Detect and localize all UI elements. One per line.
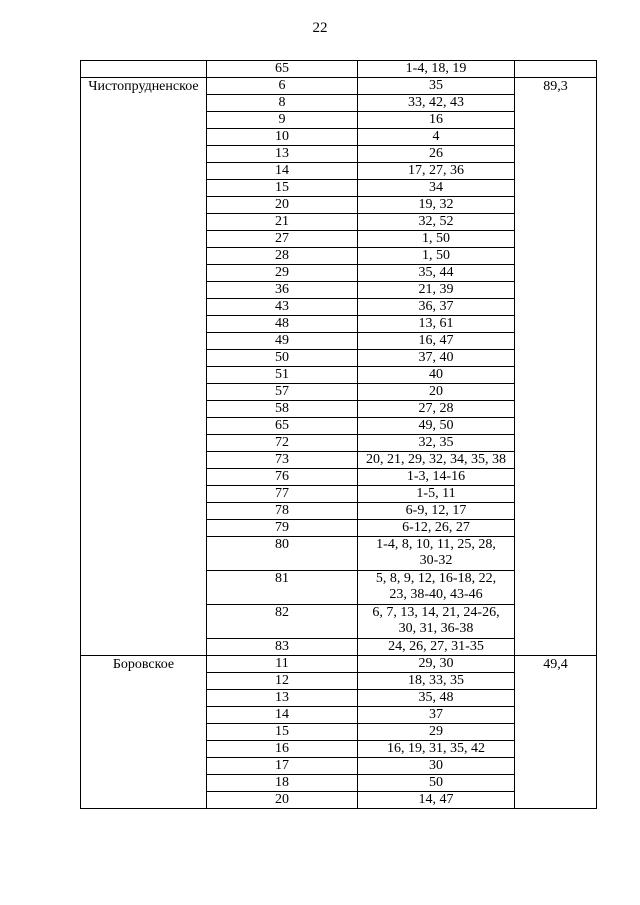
- plots-cell: [358, 146, 515, 163]
- area-cell: [515, 61, 597, 78]
- plots-cell: [358, 333, 515, 350]
- settlement-cell: Чистопрудненское: [81, 78, 207, 656]
- plots-cell: [358, 605, 515, 639]
- plots-line: 19, 32: [418, 197, 454, 212]
- plots-line: 24, 26, 27, 31-35: [388, 639, 484, 654]
- plots-line: 14, 47: [418, 792, 454, 807]
- plots-cell: [358, 469, 515, 486]
- plots-line: 1-4, 18, 19: [405, 61, 467, 76]
- block-number-cell: 65: [207, 418, 358, 435]
- plots-line: 20: [429, 384, 443, 399]
- block-number-cell: 20: [207, 792, 358, 809]
- plots-cell: [358, 741, 515, 758]
- block-number-cell: 77: [207, 486, 358, 503]
- block-number-cell: 29: [207, 265, 358, 282]
- plots-cell: [358, 758, 515, 775]
- forest-blocks-table: [80, 60, 597, 809]
- plots-cell: [358, 265, 515, 282]
- block-number-cell: 8: [207, 95, 358, 112]
- plots-cell: [358, 95, 515, 112]
- plots-line: 37: [429, 707, 443, 722]
- table-row: [81, 656, 597, 673]
- block-number-cell: 27: [207, 231, 358, 248]
- plots-line: 35: [429, 78, 443, 93]
- block-number-cell: 48: [207, 316, 358, 333]
- plots-line: 5, 8, 9, 12, 16-18, 22,: [375, 571, 497, 586]
- block-number-cell: 15: [207, 180, 358, 197]
- plots-cell: [358, 656, 515, 673]
- plots-line: 18, 33, 35: [408, 673, 464, 688]
- plots-line: 6-9, 12, 17: [405, 503, 467, 518]
- block-number-cell: 58: [207, 401, 358, 418]
- plots-line: 27, 28: [418, 401, 454, 416]
- plots-line: 50: [429, 775, 443, 790]
- block-number-cell: 65: [207, 61, 358, 78]
- block-number-cell: 82: [207, 605, 358, 639]
- plots-cell: [358, 299, 515, 316]
- plots-line: 34: [429, 180, 443, 195]
- page-number: 22: [312, 20, 328, 36]
- plots-line: 13, 61: [418, 316, 454, 331]
- settlement-cell: Боровское: [81, 656, 207, 809]
- plots-line: 1-3, 14-16: [406, 469, 466, 484]
- plots-cell: [358, 214, 515, 231]
- plots-line: 23, 38-40, 43-46: [389, 587, 483, 602]
- plots-cell: [358, 503, 515, 520]
- block-number-cell: 72: [207, 435, 358, 452]
- plots-cell: [358, 639, 515, 656]
- plots-cell: [358, 248, 515, 265]
- plots-cell: [358, 163, 515, 180]
- plots-cell: [358, 418, 515, 435]
- plots-cell: [358, 129, 515, 146]
- block-number-cell: 57: [207, 384, 358, 401]
- plots-cell: [358, 435, 515, 452]
- block-number-cell: 51: [207, 367, 358, 384]
- block-number-cell: 50: [207, 350, 358, 367]
- plots-cell: [358, 231, 515, 248]
- table-row: [81, 61, 597, 78]
- plots-cell: [358, 571, 515, 605]
- plots-cell: [358, 316, 515, 333]
- block-number-cell: 15: [207, 724, 358, 741]
- plots-line: 49, 50: [418, 418, 454, 433]
- plots-line: 1-5, 11: [416, 486, 456, 501]
- plots-line: 4: [432, 129, 440, 144]
- block-number-cell: 14: [207, 163, 358, 180]
- block-number-cell: 11: [207, 656, 358, 673]
- plots-cell: [358, 792, 515, 809]
- block-number-cell: 13: [207, 146, 358, 163]
- table-row: [81, 78, 597, 95]
- block-number-cell: 80: [207, 537, 358, 571]
- block-number-cell: 14: [207, 707, 358, 724]
- plots-cell: [358, 180, 515, 197]
- block-number-cell: 20: [207, 197, 358, 214]
- table-body: [81, 61, 597, 809]
- plots-line: 1, 50: [422, 248, 450, 263]
- plots-line: 32, 52: [418, 214, 454, 229]
- plots-line: 6-12, 26, 27: [402, 520, 470, 535]
- plots-cell: [358, 690, 515, 707]
- plots-line: 30, 31, 36-38: [398, 621, 474, 636]
- block-number-cell: 28: [207, 248, 358, 265]
- block-number-cell: 21: [207, 214, 358, 231]
- plots-line: 26: [429, 146, 443, 161]
- plots-line: 17, 27, 36: [408, 163, 464, 178]
- plots-line: 29: [429, 724, 443, 739]
- block-number-cell: 16: [207, 741, 358, 758]
- block-number-cell: 18: [207, 775, 358, 792]
- plots-line: 35, 48: [418, 690, 454, 705]
- block-number-cell: 13: [207, 690, 358, 707]
- plots-line: 33, 42, 43: [408, 95, 464, 110]
- plots-line: 16: [429, 112, 443, 127]
- plots-cell: [358, 112, 515, 129]
- area-cell: 49,4: [515, 656, 597, 809]
- plots-cell: [358, 452, 515, 469]
- plots-cell: [358, 197, 515, 214]
- plots-cell: [358, 78, 515, 95]
- block-number-cell: 73: [207, 452, 358, 469]
- plots-cell: [358, 401, 515, 418]
- plots-cell: [358, 775, 515, 792]
- plots-line: 6, 7, 13, 14, 21, 24-26,: [372, 605, 500, 620]
- plots-line: 1-4, 8, 10, 11, 25, 28,: [376, 537, 496, 552]
- block-number-cell: 17: [207, 758, 358, 775]
- block-number-cell: 79: [207, 520, 358, 537]
- plots-line: 1, 50: [422, 231, 450, 246]
- plots-line: 35, 44: [418, 265, 454, 280]
- settlement-cell: [81, 61, 207, 78]
- plots-line: 29, 30: [418, 656, 454, 671]
- plots-cell: [358, 537, 515, 571]
- block-number-cell: 43: [207, 299, 358, 316]
- plots-line: 16, 19, 31, 35, 42: [387, 741, 485, 756]
- plots-cell: [358, 282, 515, 299]
- block-number-cell: 12: [207, 673, 358, 690]
- plots-line: 30: [429, 758, 443, 773]
- plots-line: 16, 47: [418, 333, 454, 348]
- plots-cell: [358, 61, 515, 78]
- plots-line: 20, 21, 29, 32, 34, 35, 38: [366, 452, 506, 467]
- block-number-cell: 81: [207, 571, 358, 605]
- plots-line: 36, 37: [418, 299, 454, 314]
- block-number-cell: 76: [207, 469, 358, 486]
- plots-cell: [358, 384, 515, 401]
- block-number-cell: 10: [207, 129, 358, 146]
- block-number-cell: 9: [207, 112, 358, 129]
- block-number-cell: 6: [207, 78, 358, 95]
- plots-line: 30-32: [419, 553, 453, 568]
- plots-cell: [358, 520, 515, 537]
- block-number-cell: 36: [207, 282, 358, 299]
- plots-cell: [358, 486, 515, 503]
- block-number-cell: 78: [207, 503, 358, 520]
- plots-line: 40: [429, 367, 443, 382]
- plots-cell: [358, 707, 515, 724]
- plots-cell: [358, 724, 515, 741]
- block-number-cell: 49: [207, 333, 358, 350]
- plots-line: 21, 39: [418, 282, 454, 297]
- area-cell: 89,3: [515, 78, 597, 656]
- plots-cell: [358, 367, 515, 384]
- block-number-cell: 83: [207, 639, 358, 656]
- plots-line: 37, 40: [418, 350, 454, 365]
- plots-line: 32, 35: [418, 435, 454, 450]
- plots-cell: [358, 350, 515, 367]
- plots-cell: [358, 673, 515, 690]
